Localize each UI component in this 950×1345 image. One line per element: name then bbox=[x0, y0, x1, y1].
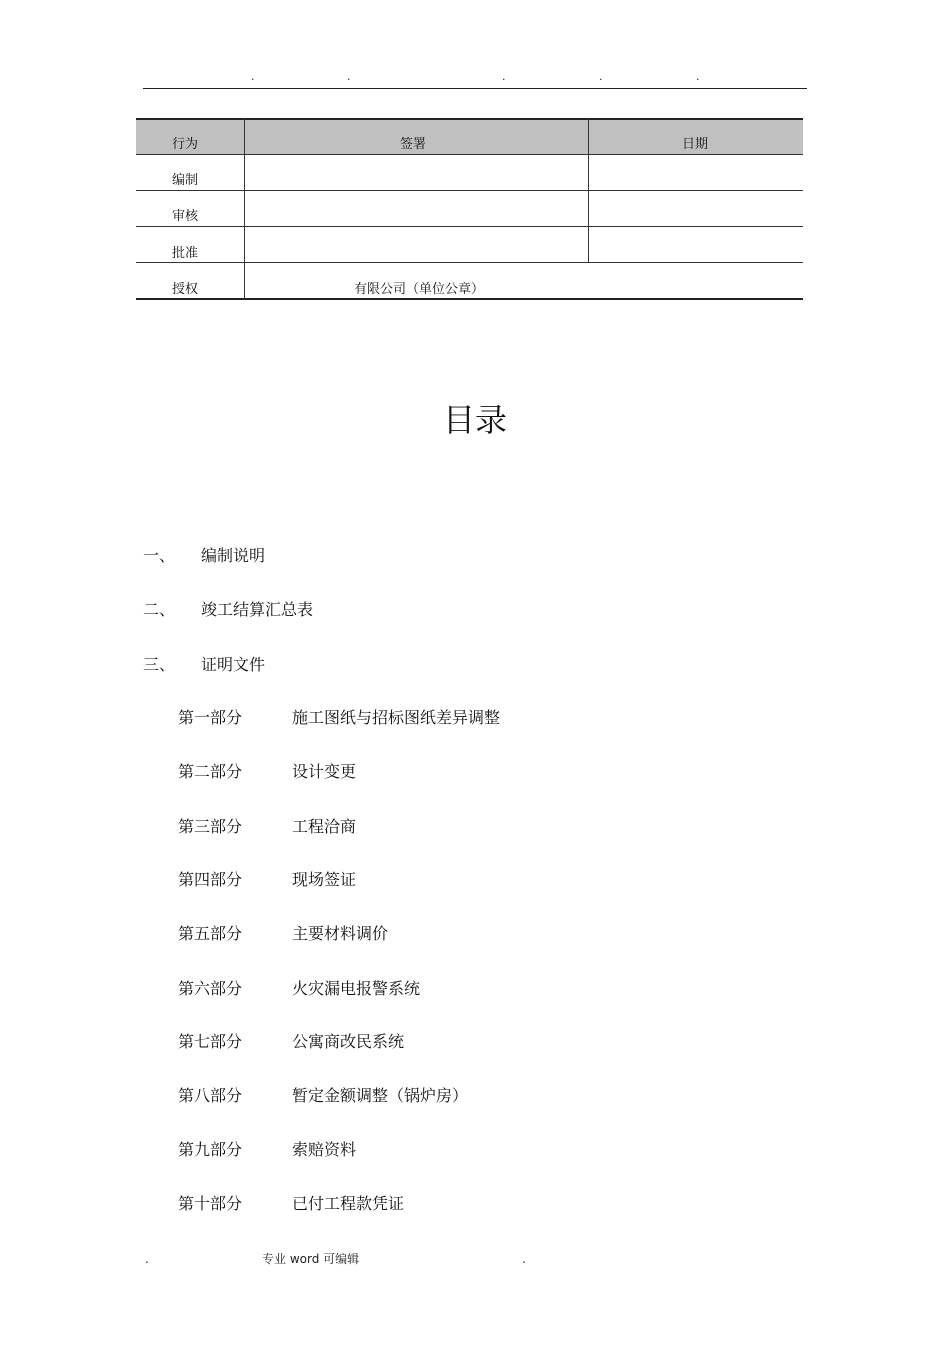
row-action-label: 编制 bbox=[172, 173, 199, 188]
toc-part-label: 设计变更 bbox=[292, 762, 357, 781]
toc-section-label: 编制说明 bbox=[201, 546, 266, 565]
table-top-border bbox=[136, 118, 803, 120]
toc-title: 目录 bbox=[442, 401, 507, 439]
toc-part-number: 第十部分 bbox=[178, 1194, 243, 1213]
toc-section-number: 一、 bbox=[143, 546, 176, 565]
toc-part-label: 现场签证 bbox=[292, 870, 357, 889]
toc-part-number: 第四部分 bbox=[178, 870, 243, 889]
header-rule bbox=[143, 88, 807, 89]
page-footer bbox=[0, 1250, 950, 1268]
table-row-divider bbox=[136, 190, 803, 191]
toc-part-label: 施工图纸与招标图纸差异调整 bbox=[292, 708, 501, 727]
toc-section-number: 二、 bbox=[143, 600, 176, 619]
toc-part-label: 已付工程款凭证 bbox=[292, 1194, 405, 1213]
toc-part-label: 公寓商改民系统 bbox=[292, 1032, 405, 1051]
toc-part-label: 火灾漏电报警系统 bbox=[292, 979, 421, 998]
footer-text: 专业 word 可编辑 bbox=[262, 1252, 360, 1266]
toc-part-label: 工程洽商 bbox=[292, 817, 357, 836]
header-signature: 签署 bbox=[400, 137, 427, 152]
page-header bbox=[0, 70, 950, 84]
signature-table bbox=[136, 118, 803, 300]
toc-part-number: 第六部分 bbox=[178, 979, 243, 998]
header-dot: . bbox=[502, 70, 506, 83]
header-dot: . bbox=[599, 70, 603, 83]
header-dot: . bbox=[347, 70, 351, 83]
authorization-signature: 有限公司（单位公章） bbox=[354, 282, 485, 297]
toc-part-number: 第八部分 bbox=[178, 1086, 243, 1105]
toc-section-label: 竣工结算汇总表 bbox=[201, 600, 314, 619]
toc-part-number: 第二部分 bbox=[178, 762, 243, 781]
header-action: 行为 bbox=[172, 137, 199, 152]
toc-part-label: 暂定金额调整（锅炉房） bbox=[292, 1086, 469, 1105]
table-column-divider bbox=[244, 118, 245, 300]
table-row-divider bbox=[136, 154, 803, 155]
table-row-divider bbox=[136, 226, 803, 227]
table-row-divider bbox=[136, 262, 803, 263]
toc-part-label: 索赔资料 bbox=[292, 1140, 357, 1159]
toc-section-label: 证明文件 bbox=[201, 655, 266, 674]
row-action-label: 批准 bbox=[172, 246, 199, 261]
footer-dot: . bbox=[145, 1252, 149, 1266]
toc-part-number: 第一部分 bbox=[178, 708, 243, 727]
footer-dot: . bbox=[522, 1252, 526, 1266]
toc-section-number: 三、 bbox=[143, 655, 176, 674]
header-date: 日期 bbox=[682, 137, 709, 152]
row-action-label: 审核 bbox=[172, 209, 199, 224]
toc-part-number: 第五部分 bbox=[178, 924, 243, 943]
table-bottom-border bbox=[136, 298, 803, 300]
row-action-label: 授权 bbox=[172, 282, 199, 297]
toc-part-number: 第九部分 bbox=[178, 1140, 243, 1159]
toc-part-label: 主要材料调价 bbox=[292, 924, 389, 943]
toc-part-number: 第七部分 bbox=[178, 1032, 243, 1051]
toc-part-number: 第三部分 bbox=[178, 817, 243, 836]
header-dot: . bbox=[251, 70, 255, 83]
table-column-divider bbox=[588, 118, 589, 263]
header-dot: . bbox=[696, 70, 700, 83]
